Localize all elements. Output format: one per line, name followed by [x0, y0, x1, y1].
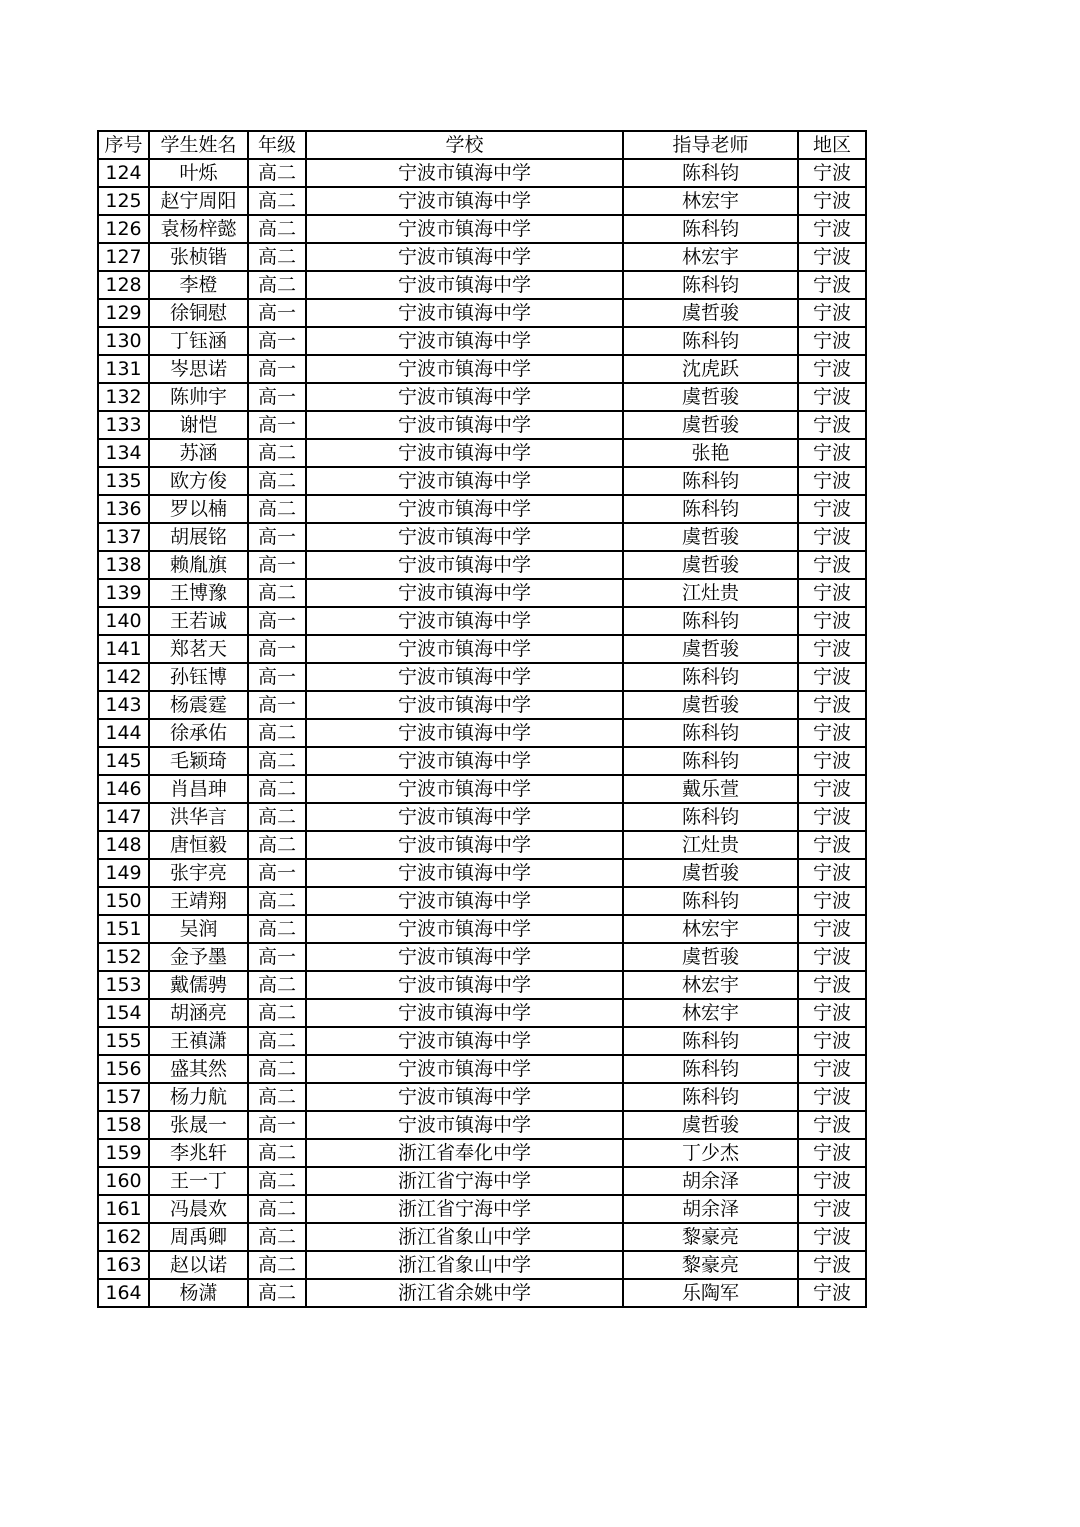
cell-teacher: 陈科钧 — [623, 887, 798, 915]
cell-school: 宁波市镇海中学 — [306, 1055, 623, 1083]
cell-teacher: 胡余泽 — [623, 1195, 798, 1223]
table-row — [98, 999, 866, 1027]
cell-number: 142 — [98, 663, 149, 691]
table-row — [98, 635, 866, 663]
cell-grade: 高一 — [248, 691, 306, 719]
cell-number: 159 — [98, 1139, 149, 1167]
cell-student-name: 戴儒骋 — [149, 971, 248, 999]
cell-student-name: 金予墨 — [149, 943, 248, 971]
header-region: 地区 — [798, 131, 866, 159]
cell-grade: 高一 — [248, 607, 306, 635]
cell-school: 浙江省奉化中学 — [306, 1139, 623, 1167]
cell-region: 宁波 — [798, 635, 866, 663]
table-row — [98, 915, 866, 943]
cell-student-name: 王博豫 — [149, 579, 248, 607]
cell-teacher: 陈科钧 — [623, 495, 798, 523]
cell-teacher: 虞哲骏 — [623, 691, 798, 719]
cell-grade: 高一 — [248, 1111, 306, 1139]
cell-school: 宁波市镇海中学 — [306, 663, 623, 691]
cell-number: 141 — [98, 635, 149, 663]
cell-grade: 高二 — [248, 747, 306, 775]
cell-number: 156 — [98, 1055, 149, 1083]
cell-student-name: 谢恺 — [149, 411, 248, 439]
cell-region: 宁波 — [798, 915, 866, 943]
cell-teacher: 陈科钧 — [623, 747, 798, 775]
cell-region: 宁波 — [798, 1139, 866, 1167]
cell-school: 宁波市镇海中学 — [306, 607, 623, 635]
cell-number: 124 — [98, 159, 149, 187]
cell-number: 128 — [98, 271, 149, 299]
cell-teacher: 虞哲骏 — [623, 1111, 798, 1139]
cell-teacher: 黎豪亮 — [623, 1223, 798, 1251]
cell-student-name: 张晟一 — [149, 1111, 248, 1139]
cell-grade: 高二 — [248, 999, 306, 1027]
cell-teacher: 黎豪亮 — [623, 1251, 798, 1279]
cell-number: 138 — [98, 551, 149, 579]
table-row — [98, 1279, 866, 1307]
cell-region: 宁波 — [798, 299, 866, 327]
cell-grade: 高一 — [248, 299, 306, 327]
cell-teacher: 林宏宇 — [623, 999, 798, 1027]
table-row — [98, 299, 866, 327]
cell-teacher: 乐陶军 — [623, 1279, 798, 1307]
cell-student-name: 赵以诺 — [149, 1251, 248, 1279]
cell-number: 163 — [98, 1251, 149, 1279]
cell-grade: 高二 — [248, 971, 306, 999]
table-row — [98, 1167, 866, 1195]
cell-number: 162 — [98, 1223, 149, 1251]
cell-teacher: 丁少杰 — [623, 1139, 798, 1167]
cell-teacher: 陈科钧 — [623, 1055, 798, 1083]
cell-number: 139 — [98, 579, 149, 607]
header-number: 序号 — [98, 131, 149, 159]
cell-region: 宁波 — [798, 1167, 866, 1195]
cell-region: 宁波 — [798, 411, 866, 439]
cell-grade: 高一 — [248, 383, 306, 411]
cell-school: 浙江省象山中学 — [306, 1251, 623, 1279]
cell-student-name: 孙钰博 — [149, 663, 248, 691]
table-row — [98, 887, 866, 915]
cell-number: 154 — [98, 999, 149, 1027]
cell-grade: 高二 — [248, 1027, 306, 1055]
cell-school: 宁波市镇海中学 — [306, 271, 623, 299]
cell-teacher: 陈科钧 — [623, 1027, 798, 1055]
table-row — [98, 243, 866, 271]
table-row — [98, 1027, 866, 1055]
cell-school: 浙江省宁海中学 — [306, 1195, 623, 1223]
cell-grade: 高一 — [248, 663, 306, 691]
cell-school: 宁波市镇海中学 — [306, 775, 623, 803]
table-row — [98, 271, 866, 299]
cell-student-name: 郑茗天 — [149, 635, 248, 663]
cell-school: 宁波市镇海中学 — [306, 859, 623, 887]
cell-teacher: 林宏宇 — [623, 187, 798, 215]
cell-grade: 高一 — [248, 551, 306, 579]
cell-number: 150 — [98, 887, 149, 915]
cell-student-name: 冯晨欢 — [149, 1195, 248, 1223]
header-teacher: 指导老师 — [623, 131, 798, 159]
table-row — [98, 831, 866, 859]
cell-number: 147 — [98, 803, 149, 831]
cell-region: 宁波 — [798, 523, 866, 551]
cell-school: 宁波市镇海中学 — [306, 439, 623, 467]
cell-region: 宁波 — [798, 1251, 866, 1279]
cell-grade: 高二 — [248, 1223, 306, 1251]
student-list-table — [97, 130, 867, 1308]
cell-teacher: 虞哲骏 — [623, 859, 798, 887]
cell-grade: 高一 — [248, 635, 306, 663]
cell-grade: 高一 — [248, 355, 306, 383]
cell-teacher: 林宏宇 — [623, 971, 798, 999]
cell-student-name: 王靖翔 — [149, 887, 248, 915]
cell-student-name: 胡展铭 — [149, 523, 248, 551]
cell-region: 宁波 — [798, 691, 866, 719]
cell-number: 144 — [98, 719, 149, 747]
cell-grade: 高二 — [248, 1055, 306, 1083]
table-row — [98, 747, 866, 775]
table-row — [98, 579, 866, 607]
cell-student-name: 吴润 — [149, 915, 248, 943]
cell-region: 宁波 — [798, 439, 866, 467]
table-row — [98, 495, 866, 523]
cell-school: 宁波市镇海中学 — [306, 635, 623, 663]
cell-student-name: 丁钰涵 — [149, 327, 248, 355]
table-row — [98, 1223, 866, 1251]
table-row — [98, 439, 866, 467]
cell-number: 137 — [98, 523, 149, 551]
cell-region: 宁波 — [798, 943, 866, 971]
cell-student-name: 欧方俊 — [149, 467, 248, 495]
cell-grade: 高二 — [248, 887, 306, 915]
cell-number: 132 — [98, 383, 149, 411]
cell-region: 宁波 — [798, 271, 866, 299]
cell-teacher: 陈科钧 — [623, 1083, 798, 1111]
cell-school: 浙江省宁海中学 — [306, 1167, 623, 1195]
cell-number: 140 — [98, 607, 149, 635]
cell-student-name: 徐铜慰 — [149, 299, 248, 327]
cell-number: 148 — [98, 831, 149, 859]
cell-number: 153 — [98, 971, 149, 999]
cell-grade: 高二 — [248, 831, 306, 859]
table-row — [98, 1195, 866, 1223]
header-school: 学校 — [306, 131, 623, 159]
cell-school: 宁波市镇海中学 — [306, 943, 623, 971]
cell-school: 浙江省余姚中学 — [306, 1279, 623, 1307]
cell-number: 131 — [98, 355, 149, 383]
cell-grade: 高二 — [248, 1139, 306, 1167]
cell-number: 130 — [98, 327, 149, 355]
cell-school: 宁波市镇海中学 — [306, 831, 623, 859]
cell-school: 宁波市镇海中学 — [306, 971, 623, 999]
cell-teacher: 陈科钧 — [623, 663, 798, 691]
cell-region: 宁波 — [798, 467, 866, 495]
cell-school: 宁波市镇海中学 — [306, 691, 623, 719]
table-row — [98, 523, 866, 551]
cell-school: 宁波市镇海中学 — [306, 803, 623, 831]
cell-number: 129 — [98, 299, 149, 327]
table-row — [98, 159, 866, 187]
cell-grade: 高二 — [248, 1195, 306, 1223]
cell-student-name: 李兆轩 — [149, 1139, 248, 1167]
cell-grade: 高二 — [248, 243, 306, 271]
cell-teacher: 陈科钧 — [623, 803, 798, 831]
cell-teacher: 林宏宇 — [623, 243, 798, 271]
cell-grade: 高一 — [248, 523, 306, 551]
cell-region: 宁波 — [798, 1279, 866, 1307]
cell-school: 宁波市镇海中学 — [306, 411, 623, 439]
cell-region: 宁波 — [798, 747, 866, 775]
cell-student-name: 杨力航 — [149, 1083, 248, 1111]
header-student-name: 学生姓名 — [149, 131, 248, 159]
cell-teacher: 胡余泽 — [623, 1167, 798, 1195]
cell-teacher: 陈科钧 — [623, 327, 798, 355]
header-grade: 年级 — [248, 131, 306, 159]
cell-student-name: 盛其然 — [149, 1055, 248, 1083]
table-row — [98, 1055, 866, 1083]
cell-region: 宁波 — [798, 1223, 866, 1251]
cell-region: 宁波 — [798, 243, 866, 271]
cell-student-name: 胡涵亮 — [149, 999, 248, 1027]
cell-grade: 高二 — [248, 467, 306, 495]
cell-region: 宁波 — [798, 1195, 866, 1223]
cell-teacher: 江灶贵 — [623, 579, 798, 607]
cell-grade: 高二 — [248, 579, 306, 607]
cell-student-name: 肖昌珅 — [149, 775, 248, 803]
cell-teacher: 张艳 — [623, 439, 798, 467]
cell-region: 宁波 — [798, 971, 866, 999]
cell-school: 宁波市镇海中学 — [306, 355, 623, 383]
cell-teacher: 虞哲骏 — [623, 411, 798, 439]
cell-student-name: 李橙 — [149, 271, 248, 299]
cell-number: 135 — [98, 467, 149, 495]
cell-grade: 高二 — [248, 215, 306, 243]
cell-number: 155 — [98, 1027, 149, 1055]
cell-student-name: 王若诚 — [149, 607, 248, 635]
cell-school: 宁波市镇海中学 — [306, 187, 623, 215]
table-row — [98, 691, 866, 719]
cell-grade: 高二 — [248, 495, 306, 523]
cell-school: 宁波市镇海中学 — [306, 243, 623, 271]
cell-grade: 高一 — [248, 411, 306, 439]
table-row — [98, 411, 866, 439]
cell-number: 151 — [98, 915, 149, 943]
cell-student-name: 唐恒毅 — [149, 831, 248, 859]
cell-number: 127 — [98, 243, 149, 271]
cell-number: 146 — [98, 775, 149, 803]
cell-teacher: 虞哲骏 — [623, 635, 798, 663]
cell-region: 宁波 — [798, 215, 866, 243]
cell-grade: 高二 — [248, 1279, 306, 1307]
table-row — [98, 943, 866, 971]
cell-region: 宁波 — [798, 327, 866, 355]
cell-school: 宁波市镇海中学 — [306, 999, 623, 1027]
cell-school: 宁波市镇海中学 — [306, 523, 623, 551]
cell-school: 浙江省象山中学 — [306, 1223, 623, 1251]
cell-student-name: 张宇亮 — [149, 859, 248, 887]
cell-school: 宁波市镇海中学 — [306, 495, 623, 523]
cell-grade: 高二 — [248, 439, 306, 467]
cell-teacher: 虞哲骏 — [623, 299, 798, 327]
cell-region: 宁波 — [798, 187, 866, 215]
cell-school: 宁波市镇海中学 — [306, 747, 623, 775]
cell-number: 158 — [98, 1111, 149, 1139]
cell-teacher: 陈科钧 — [623, 467, 798, 495]
cell-school: 宁波市镇海中学 — [306, 1083, 623, 1111]
cell-teacher: 陈科钧 — [623, 271, 798, 299]
table-row — [98, 1083, 866, 1111]
cell-number: 160 — [98, 1167, 149, 1195]
cell-region: 宁波 — [798, 159, 866, 187]
cell-region: 宁波 — [798, 663, 866, 691]
cell-student-name: 陈帅宇 — [149, 383, 248, 411]
cell-student-name: 袁杨梓懿 — [149, 215, 248, 243]
table-row — [98, 551, 866, 579]
cell-school: 宁波市镇海中学 — [306, 915, 623, 943]
cell-grade: 高二 — [248, 775, 306, 803]
cell-grade: 高一 — [248, 327, 306, 355]
table-row — [98, 775, 866, 803]
cell-student-name: 周禹卿 — [149, 1223, 248, 1251]
cell-grade: 高二 — [248, 159, 306, 187]
cell-number: 164 — [98, 1279, 149, 1307]
cell-school: 宁波市镇海中学 — [306, 467, 623, 495]
cell-region: 宁波 — [798, 887, 866, 915]
cell-school: 宁波市镇海中学 — [306, 383, 623, 411]
cell-teacher: 戴乐萱 — [623, 775, 798, 803]
table-row — [98, 1251, 866, 1279]
cell-grade: 高二 — [248, 187, 306, 215]
cell-number: 125 — [98, 187, 149, 215]
cell-student-name: 毛颖琦 — [149, 747, 248, 775]
table-row — [98, 971, 866, 999]
cell-student-name: 王禛潇 — [149, 1027, 248, 1055]
cell-student-name: 赵宁周阳 — [149, 187, 248, 215]
cell-student-name: 罗以楠 — [149, 495, 248, 523]
table-row — [98, 719, 866, 747]
cell-number: 143 — [98, 691, 149, 719]
cell-school: 宁波市镇海中学 — [306, 551, 623, 579]
cell-student-name: 岑思诺 — [149, 355, 248, 383]
cell-number: 126 — [98, 215, 149, 243]
cell-region: 宁波 — [798, 495, 866, 523]
cell-school: 宁波市镇海中学 — [306, 1111, 623, 1139]
cell-number: 157 — [98, 1083, 149, 1111]
table-row — [98, 803, 866, 831]
cell-grade: 高二 — [248, 271, 306, 299]
cell-teacher: 陈科钧 — [623, 215, 798, 243]
cell-school: 宁波市镇海中学 — [306, 719, 623, 747]
cell-region: 宁波 — [798, 355, 866, 383]
cell-teacher: 江灶贵 — [623, 831, 798, 859]
cell-school: 宁波市镇海中学 — [306, 579, 623, 607]
cell-region: 宁波 — [798, 803, 866, 831]
cell-school: 宁波市镇海中学 — [306, 327, 623, 355]
cell-region: 宁波 — [798, 999, 866, 1027]
cell-student-name: 王一丁 — [149, 1167, 248, 1195]
cell-school: 宁波市镇海中学 — [306, 215, 623, 243]
cell-teacher: 虞哲骏 — [623, 943, 798, 971]
cell-region: 宁波 — [798, 607, 866, 635]
cell-number: 152 — [98, 943, 149, 971]
cell-grade: 高二 — [248, 915, 306, 943]
cell-grade: 高二 — [248, 1083, 306, 1111]
cell-grade: 高一 — [248, 859, 306, 887]
cell-teacher: 虞哲骏 — [623, 523, 798, 551]
cell-number: 134 — [98, 439, 149, 467]
table-row — [98, 327, 866, 355]
table-row — [98, 187, 866, 215]
cell-student-name: 杨震霆 — [149, 691, 248, 719]
cell-school: 宁波市镇海中学 — [306, 159, 623, 187]
table-row — [98, 383, 866, 411]
cell-teacher: 虞哲骏 — [623, 383, 798, 411]
cell-teacher: 陈科钧 — [623, 607, 798, 635]
cell-teacher: 陈科钧 — [623, 159, 798, 187]
cell-student-name: 杨潇 — [149, 1279, 248, 1307]
cell-grade: 高二 — [248, 719, 306, 747]
cell-teacher: 林宏宇 — [623, 915, 798, 943]
cell-number: 145 — [98, 747, 149, 775]
cell-region: 宁波 — [798, 383, 866, 411]
cell-teacher: 沈虎跃 — [623, 355, 798, 383]
table-row — [98, 1111, 866, 1139]
table-row — [98, 467, 866, 495]
cell-region: 宁波 — [798, 1083, 866, 1111]
cell-number: 149 — [98, 859, 149, 887]
cell-student-name: 张桢锴 — [149, 243, 248, 271]
cell-region: 宁波 — [798, 1055, 866, 1083]
cell-school: 宁波市镇海中学 — [306, 887, 623, 915]
cell-grade: 高二 — [248, 1251, 306, 1279]
table-row — [98, 1139, 866, 1167]
table-row — [98, 607, 866, 635]
cell-student-name: 叶烁 — [149, 159, 248, 187]
cell-region: 宁波 — [798, 719, 866, 747]
cell-grade: 高一 — [248, 943, 306, 971]
cell-student-name: 洪华言 — [149, 803, 248, 831]
table-header-row — [98, 131, 866, 159]
cell-region: 宁波 — [798, 551, 866, 579]
cell-region: 宁波 — [798, 579, 866, 607]
cell-grade: 高二 — [248, 803, 306, 831]
cell-region: 宁波 — [798, 1111, 866, 1139]
table-row — [98, 663, 866, 691]
cell-number: 133 — [98, 411, 149, 439]
cell-number: 136 — [98, 495, 149, 523]
table-row — [98, 215, 866, 243]
cell-region: 宁波 — [798, 831, 866, 859]
table-row — [98, 859, 866, 887]
cell-student-name: 苏涵 — [149, 439, 248, 467]
cell-school: 宁波市镇海中学 — [306, 299, 623, 327]
cell-student-name: 徐承佑 — [149, 719, 248, 747]
table-body — [98, 159, 866, 1307]
cell-teacher: 虞哲骏 — [623, 551, 798, 579]
cell-region: 宁波 — [798, 859, 866, 887]
cell-school: 宁波市镇海中学 — [306, 1027, 623, 1055]
cell-student-name: 赖胤旗 — [149, 551, 248, 579]
cell-region: 宁波 — [798, 775, 866, 803]
cell-grade: 高二 — [248, 1167, 306, 1195]
cell-number: 161 — [98, 1195, 149, 1223]
table-row — [98, 355, 866, 383]
cell-region: 宁波 — [798, 1027, 866, 1055]
cell-teacher: 陈科钧 — [623, 719, 798, 747]
